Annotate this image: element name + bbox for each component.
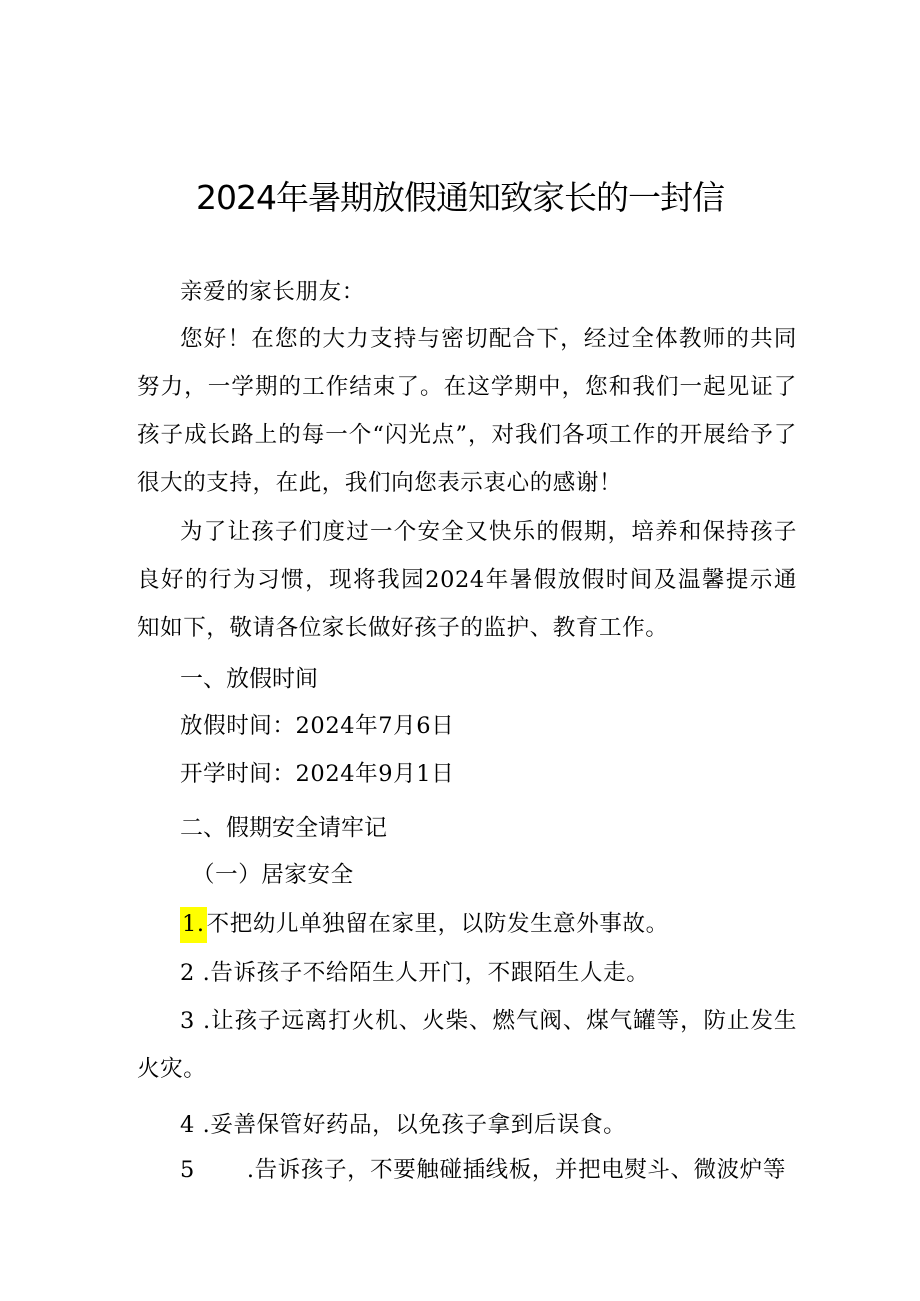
paragraph-thanks: 您好！在您的大力支持与密切配合下，经过全体教师的共同努力，一学期的工作结束了。在这学期中，您和我们一起见证了孩子成长路上的每一个“闪光点”，对我们各项工作的开展给予了很大的支持，在此，我们向您表示衷心的感谢！	[137, 326, 797, 496]
section-heading-vacation-time: 一、放假时间	[180, 666, 318, 692]
subsection-home-safety: （一）居家安全	[192, 862, 354, 888]
school-start-date: 开学时间：2024年9月1日	[180, 761, 455, 787]
list-item-2: 2 .告诉孩子不给陌生人开门，不跟陌生人走。	[180, 960, 650, 986]
document-title: 2024年暑期放假通知致家长的一封信	[196, 178, 724, 217]
paragraph-notice: 为了让孩子们度过一个安全又快乐的假期，培养和保持孩子良好的行为习惯，现将我园2024年暑假放假时间及温馨提示通知如下，敬请各位家长做好孩子的监护、教育工作。	[137, 519, 797, 641]
section-heading-safety: 二、假期安全请牢记	[180, 815, 387, 841]
list-item-1-text: 不把幼儿单独留在家里，以防发生意外事故。	[206, 911, 669, 937]
vacation-start-date: 放假时间：2024年7月6日	[180, 713, 455, 739]
list-item-1-number: 1.	[180, 907, 207, 943]
list-item-3: 3 .让孩子远离打火机、火柴、燃气阀、煤气罐等，防止发生火灾。	[137, 1008, 797, 1082]
greeting: 亲爱的家长朋友：	[180, 279, 365, 305]
list-item-4: 4 .妥善保管好药品，以免孩子拿到后误食。	[180, 1112, 627, 1138]
list-item-5	[180, 1155, 786, 1185]
list-item-5-number: 5	[180, 1157, 195, 1183]
list-item-1	[180, 909, 669, 939]
list-item-5-text: .告诉孩子，不要触碰插线板，并把电熨斗、微波炉等	[246, 1157, 786, 1183]
